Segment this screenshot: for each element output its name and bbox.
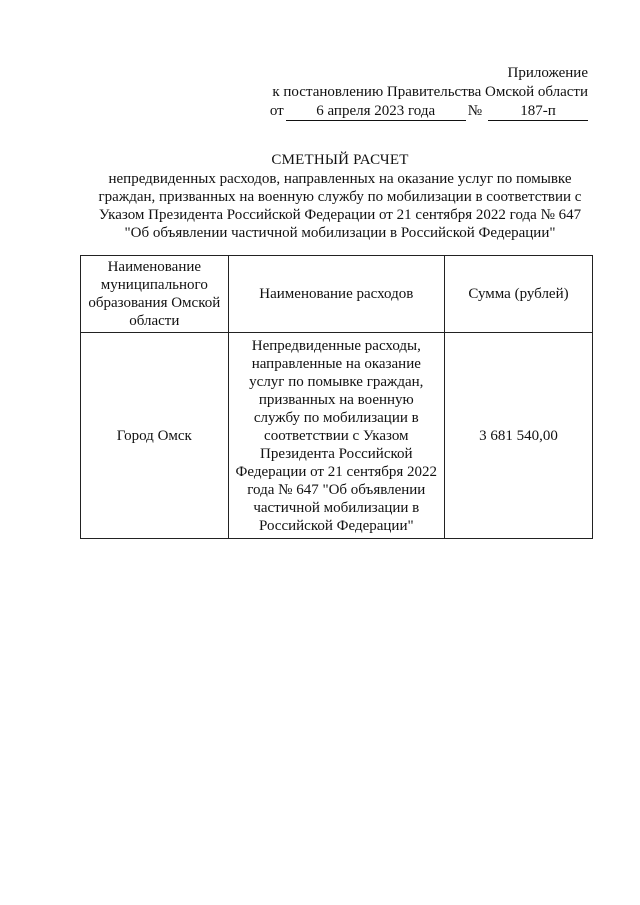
title-block <box>60 151 620 242</box>
resolution-date: 6 апреля 2023 года <box>286 103 466 121</box>
cell-amount: 3 681 540,00 <box>444 333 592 539</box>
table-header-row <box>81 256 593 333</box>
estimate-table <box>80 255 593 539</box>
header-municipality: Наименование муниципального образования Омской области <box>81 256 229 333</box>
header-expense: Наименование расходов <box>228 256 444 333</box>
appendix-header <box>270 64 588 121</box>
document-title: СМЕТНЫЙ РАСЧЕТ <box>271 152 409 168</box>
title-line-2: граждан, призванных на военную службу по мобилизации в соответствии с <box>98 189 582 205</box>
title-line-4: "Об объявлении частичной мобилизации в Российской Федерации" <box>124 225 556 241</box>
cell-expense: Непредвиденные расходы, направленные на оказание услуг по помывке граждан, призванных на военную службу по мобилизации в соответствии с Указом Президента Российской Федерации от 21 сентября 2022 года № 647 "Об объявлении частичной мобилизации в Российской Федерации" <box>228 333 444 539</box>
appendix-date-line <box>270 102 588 121</box>
appendix-label: Приложение <box>507 65 588 81</box>
cell-municipality: Город Омск <box>81 333 229 539</box>
header-amount: Сумма (рублей) <box>444 256 592 333</box>
title-line-3: Указом Президента Российской Федерации от 21 сентября 2022 года № 647 <box>98 207 582 223</box>
table-row <box>81 333 593 539</box>
appendix-resolution-ref: к постановлению Правительства Омской области <box>272 84 588 100</box>
from-label: от <box>269 103 284 119</box>
number-sign: № <box>467 103 482 119</box>
resolution-number: 187-п <box>488 103 588 121</box>
title-line-1: непредвиденных расходов, направленных на оказание услуг по помывке <box>108 171 572 187</box>
